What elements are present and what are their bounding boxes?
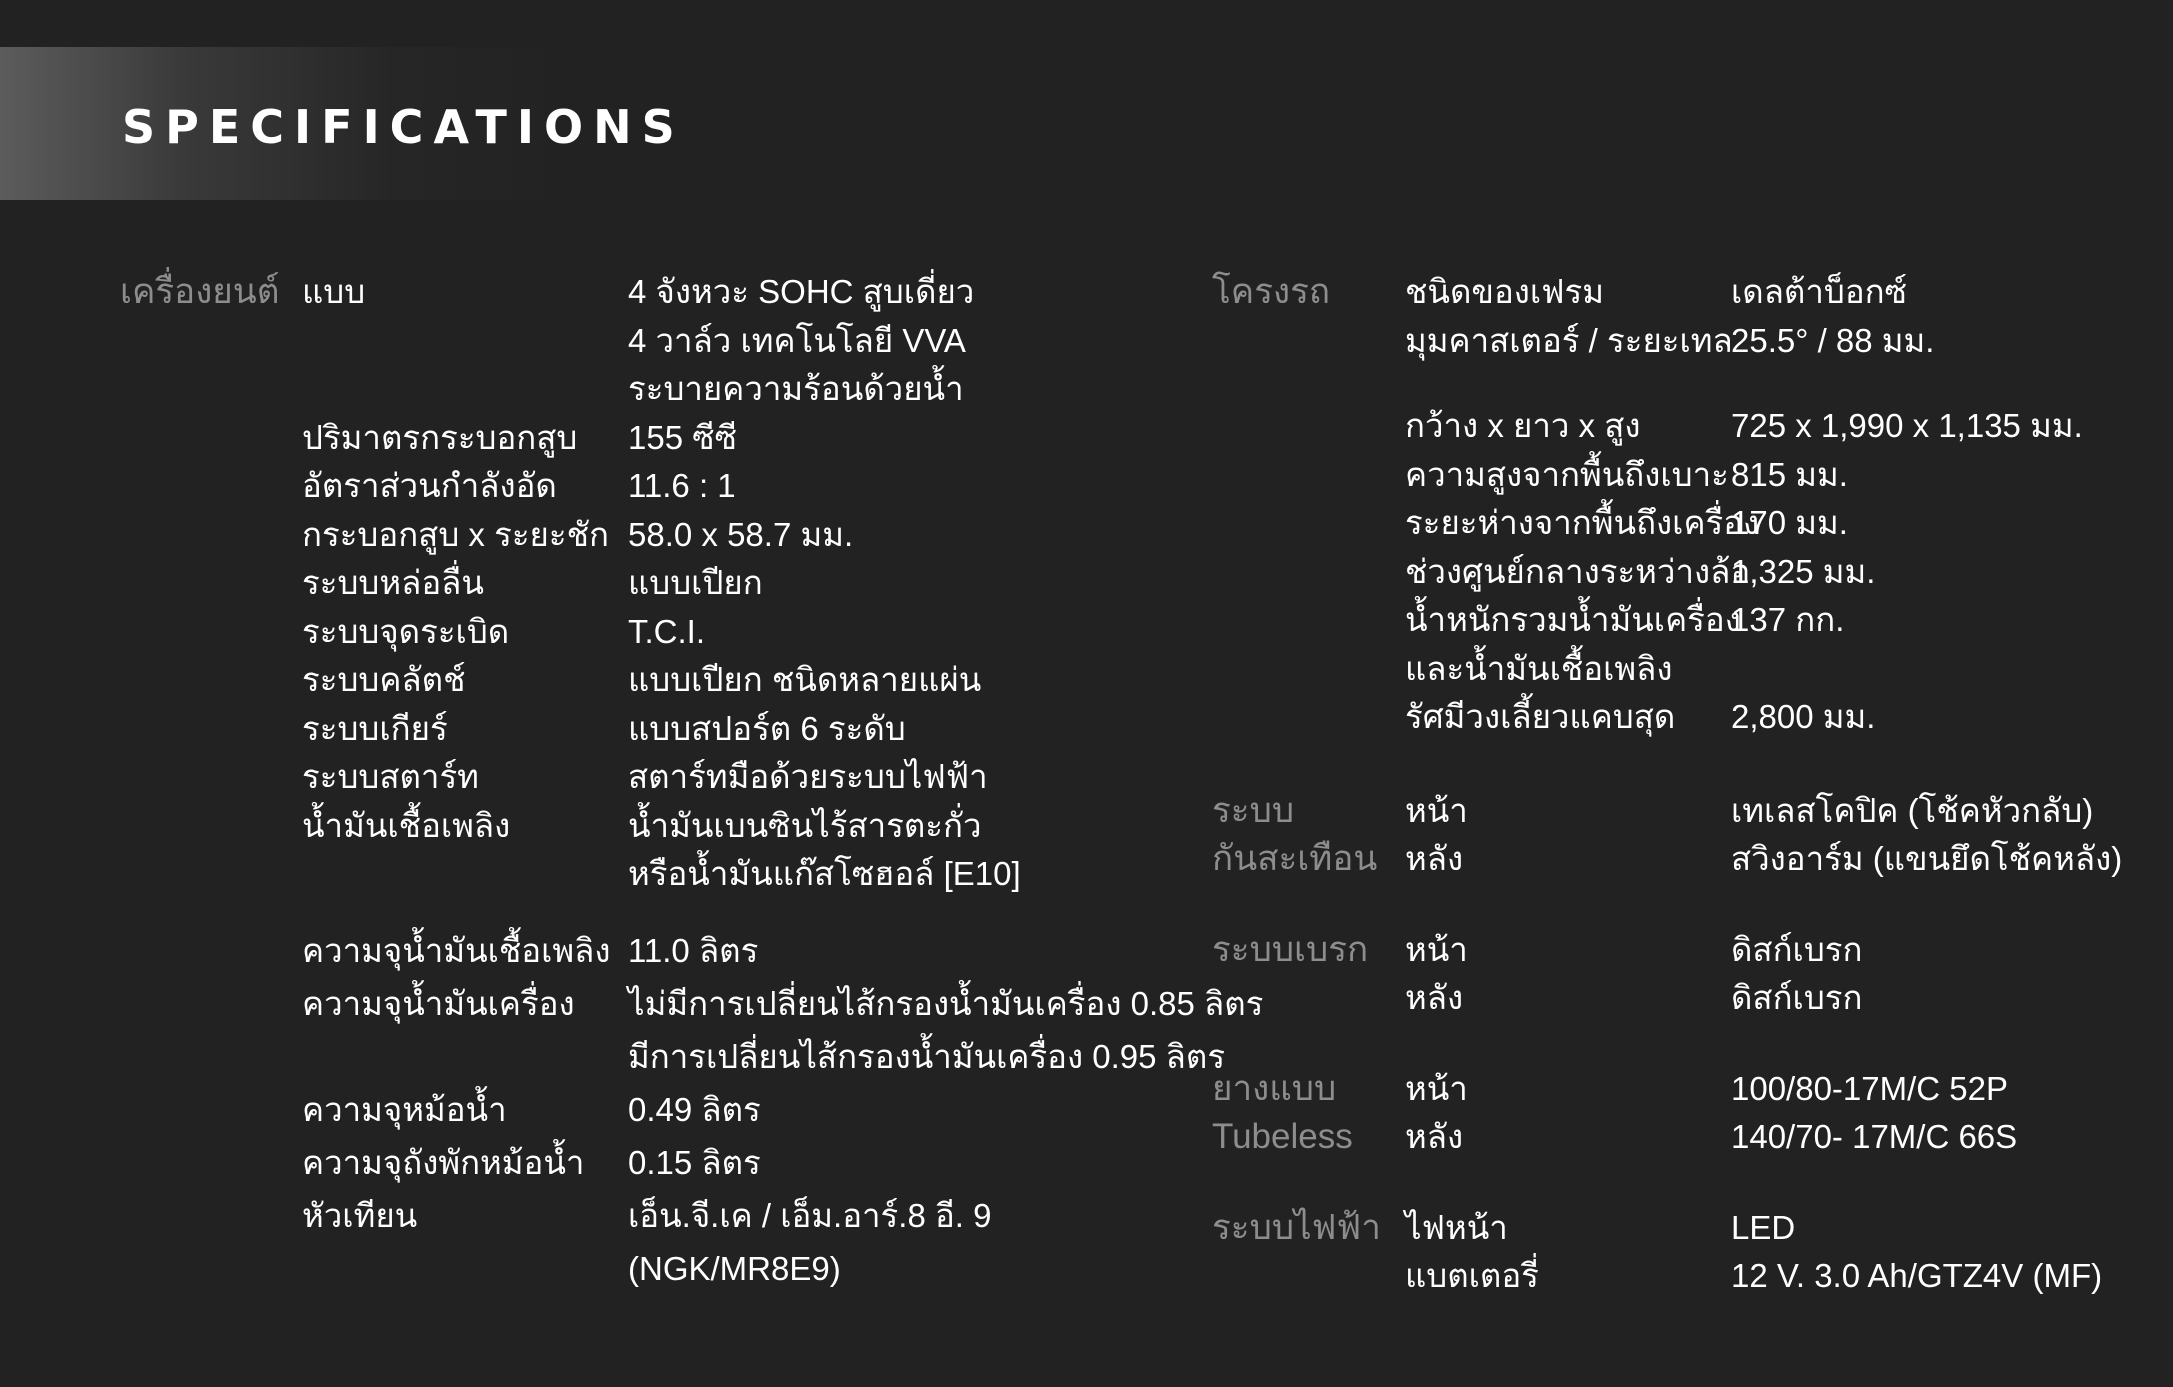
- spec-label: และน้ำมันเชื้อเพลิง: [1405, 649, 1673, 687]
- chassis-group: [1212, 268, 2152, 365]
- spec-value: แบบสปอร์ต 6 ระดับ: [628, 709, 906, 747]
- spec-label: ช่วงศูนย์กลางระหว่างล้อ: [1405, 552, 1751, 590]
- spec-label: หน้า: [1405, 1069, 1468, 1107]
- spec-label: ความจุหม้อน้ำ: [302, 1090, 507, 1128]
- spec-value: 0.15 ลิตร: [628, 1143, 761, 1181]
- spec-row: [1212, 317, 2152, 366]
- spec-value: หรือน้ำมันแก๊สโซฮอล์ [E10]: [628, 855, 1021, 892]
- spec-row: [1212, 926, 2152, 975]
- spec-label: ชนิดของเฟรม: [1405, 273, 1604, 310]
- spec-label: ปริมาตรกระบอกสูบ: [302, 418, 578, 456]
- page-title: SPECIFICATIONS: [122, 100, 685, 154]
- spec-label: หลัง: [1405, 840, 1464, 877]
- spec-row: [1212, 402, 2152, 451]
- spec-value: 170 มม.: [1731, 504, 1848, 541]
- spec-value: สตาร์ทมือด้วยระบบไฟฟ้า: [628, 758, 988, 795]
- spec-label: หลัง: [1405, 1118, 1464, 1155]
- spec-label: หัวเทียน: [302, 1196, 418, 1234]
- spec-row: [120, 268, 1170, 317]
- suspension-group: [1212, 787, 2152, 884]
- spec-label: รัศมีวงเลี้ยวแคบสุด: [1405, 698, 1676, 735]
- spec-label: ระบบจุดระเบิด: [302, 612, 510, 650]
- spec-value: 725 x 1,990 x 1,135 มม.: [1731, 407, 2083, 444]
- spec-value: 2,800 มม.: [1731, 698, 1876, 735]
- spec-value: ไม่มีการเปลี่ยนไส้กรองน้ำมันเครื่อง 0.85 ลิตร: [628, 984, 1264, 1022]
- spec-value: ดิสก์เบรก: [1731, 930, 1863, 968]
- spec-label: อัตราส่วนกำลังอัด: [302, 467, 557, 504]
- spec-value: 4 วาล์ว เทคโนโลยี VVA: [628, 321, 966, 359]
- spec-value: แบบเปียก ชนิดหลายแผ่น: [628, 661, 982, 698]
- spec-value: (NGK/MR8E9): [628, 1249, 841, 1287]
- spec-label: ระยะห่างจากพื้นถึงเครื่อง: [1405, 504, 1760, 541]
- spec-label: [302, 365, 628, 414]
- spec-row: [1212, 548, 2152, 597]
- spec-row: [120, 1189, 1170, 1242]
- spec-label: ความจุถังพักหม้อน้ำ: [302, 1143, 585, 1181]
- spec-label: [302, 850, 628, 899]
- spec-label: มุมคาสเตอร์ / ระยะเทล: [1405, 321, 1733, 359]
- spec-value: LED: [1731, 1208, 1796, 1246]
- spec-row: [1212, 596, 2152, 645]
- spec-label: ความสูงจากพื้นถึงเบาะ: [1405, 455, 1729, 493]
- spec-value: มีการเปลี่ยนไส้กรองน้ำมันเครื่อง 0.95 ลิตร: [628, 1037, 1226, 1075]
- spec-label: [302, 317, 628, 366]
- spec-value: 0.49 ลิตร: [628, 1090, 761, 1128]
- section-label-suspension: ระบบ: [1212, 790, 1295, 830]
- spec-row: [1212, 451, 2152, 500]
- spec-row: [1212, 787, 2152, 836]
- spec-row: [120, 1083, 1170, 1136]
- spec-value: เดลต้าบ็อกซ์: [1731, 273, 1908, 310]
- spec-label: แบบ: [302, 273, 366, 310]
- spec-row: [120, 1136, 1170, 1189]
- section-label-tires-line2: Tubeless: [1212, 1117, 1353, 1156]
- spec-label: หน้า: [1405, 791, 1468, 829]
- spec-row: [120, 1030, 1226, 1083]
- capacity-group: [120, 924, 1264, 1295]
- spec-label: น้ำมันเชื้อเพลิง: [302, 806, 511, 844]
- section-label-brakes: ระบบเบรก: [1212, 929, 1369, 969]
- spec-row: [1212, 693, 2152, 742]
- spec-row: [1212, 835, 2152, 884]
- spec-value: 4 จังหวะ SOHC สูบเดี่ยว: [628, 273, 975, 310]
- spec-value: แบบเปียก: [628, 564, 763, 601]
- spec-row: [1212, 645, 2152, 694]
- spec-value: 12 V. 3.0 Ah/GTZ4V (MF): [1731, 1257, 2103, 1294]
- spec-row: [1212, 1204, 2152, 1253]
- engine-section: [120, 268, 1264, 1295]
- spec-row: [120, 462, 1170, 511]
- spec-value: ดิสก์เบรก: [1731, 979, 1863, 1016]
- spec-value: [1731, 645, 2152, 694]
- spec-label: กระบอกสูบ x ระยะชัก: [302, 515, 609, 553]
- section-label-tires: ยางแบบ: [1212, 1068, 1337, 1108]
- spec-label: กว้าง x ยาว x สูง: [1405, 407, 1641, 444]
- spec-row: [120, 705, 1170, 754]
- spec-row: [120, 365, 1170, 414]
- spec-label: ความจุน้ำมันเครื่อง: [302, 984, 575, 1022]
- dimensions-group: [1212, 402, 2152, 742]
- spec-value: 11.6 : 1: [628, 467, 736, 504]
- spec-value: 155 ซีซี: [628, 418, 738, 456]
- spec-row: [120, 802, 1170, 851]
- spec-value: สวิงอาร์ม (แขนยึดโช้คหลัง): [1731, 840, 2123, 877]
- spec-row: [120, 850, 1170, 899]
- spec-row: [1212, 1113, 2152, 1162]
- spec-row: [1212, 1065, 2152, 1114]
- spec-row: [1212, 499, 2152, 548]
- spec-value: T.C.I.: [628, 612, 706, 650]
- spec-label: น้ำหนักรวมน้ำมันเครื่อง: [1405, 601, 1741, 638]
- spec-value: 137 กก.: [1731, 601, 1845, 638]
- spec-row: [120, 608, 1170, 657]
- spec-label: [302, 1030, 628, 1083]
- spec-row: [120, 317, 1170, 366]
- spec-value: 25.5° / 88 มม.: [1731, 321, 1935, 359]
- spec-value: 815 มม.: [1731, 455, 1848, 493]
- spec-label: ความจุน้ำมันเชื้อเพลิง: [302, 931, 611, 969]
- right-column: [1212, 268, 2152, 1301]
- engine-group: [120, 268, 1170, 899]
- spec-label: ไฟหน้า: [1405, 1208, 1508, 1246]
- spec-value: ระบายความร้อนด้วยน้ำ: [628, 370, 964, 407]
- spec-label: ระบบเกียร์: [302, 709, 448, 747]
- brakes-group: [1212, 926, 2152, 1023]
- spec-row: [120, 924, 1170, 977]
- spec-label: [302, 1242, 628, 1295]
- spec-value: 58.0 x 58.7 มม.: [628, 515, 854, 553]
- spec-row: [120, 656, 1170, 705]
- spec-row: [120, 511, 1170, 560]
- spec-label: หลัง: [1405, 979, 1464, 1016]
- section-label-engine: เครื่องยนต์: [120, 272, 280, 311]
- spec-value: เอ็น.จี.เค / เอ็ม.อาร์.8 อี. 9: [628, 1196, 992, 1234]
- spec-row: [120, 559, 1170, 608]
- spec-value: น้ำมันเบนซินไร้สารตะกั่ว: [628, 806, 982, 844]
- spec-label: ระบบสตาร์ท: [302, 758, 479, 795]
- spec-row: [120, 414, 1170, 463]
- spec-value: 100/80-17M/C 52P: [1731, 1069, 2009, 1107]
- spec-label: ระบบคลัตช์: [302, 661, 466, 698]
- tires-group: [1212, 1065, 2152, 1162]
- spec-row: [120, 1242, 1170, 1295]
- section-label-electrical: ระบบไฟฟ้า: [1212, 1207, 1381, 1247]
- spec-value: เทเลสโคปิค (โช้คหัวกลับ): [1731, 791, 2094, 829]
- spec-row: [120, 977, 1264, 1030]
- section-label-suspension-line2: กันสะเทือน: [1212, 839, 1378, 878]
- spec-label: หน้า: [1405, 930, 1468, 968]
- spec-label: ระบบหล่อลื่น: [302, 564, 484, 601]
- spec-row: [1212, 1252, 2152, 1301]
- spec-value: 1,325 มม.: [1731, 552, 1876, 590]
- electrical-group: [1212, 1204, 2152, 1301]
- spec-value: 11.0 ลิตร: [628, 931, 759, 969]
- spec-label: แบตเตอรี่: [1405, 1257, 1539, 1294]
- spec-row: [120, 753, 1170, 802]
- spec-row: [1212, 974, 2152, 1023]
- spec-value: 140/70- 17M/C 66S: [1731, 1118, 2018, 1155]
- section-label-chassis: โครงรถ: [1212, 272, 1331, 311]
- spec-row: [1212, 268, 2152, 317]
